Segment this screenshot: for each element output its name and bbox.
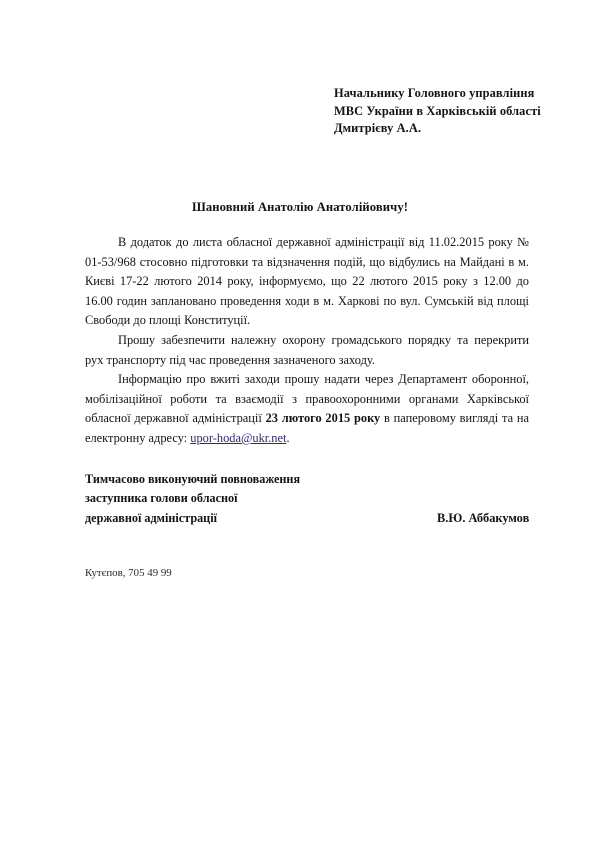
paragraph-1-part-2: № 01-53/968 стосовно підготовки та відзначення подій, що відбулись на Майдані в м. Києві 17-22 лютого 2014 року, інформуємо, що 22 лютого 2015 року з 12.00 до 16.00 годин заплановано проведення ходи в м. Харкові по вул. Сумській від площі Свободи до площі Конституції. [85, 235, 530, 328]
addressee-line-1: Начальнику Головного управління [334, 86, 535, 100]
paragraph-1-part-1: В додаток до листа обласної державної адміністрації від [118, 235, 429, 249]
paragraph-1-date-reference: 11.02.2015 року [428, 235, 513, 249]
email-link[interactable]: upor-hoda@ukr.net [190, 430, 287, 445]
signature-title-line-2: заступника голови обласної [85, 491, 238, 506]
addressee-line-2: МВС України в Харківській області [334, 103, 541, 118]
addressee-line-3: Дмитрієву А.А. [334, 121, 422, 135]
paragraph-3-part-3: . [286, 430, 290, 445]
paragraph-3-part-2: в паперовому вигляді та на електронну адресу: [85, 411, 529, 445]
paragraph-3-part-1: Інформацію про вжиті заходи прошу надати через Департамент оборонної, мобілізаційної роботи та взаємодії з правоохоронними органами Харківської обласної державної адміністрації [85, 372, 529, 426]
document-body [85, 233, 529, 449]
signatory-name: В.Ю. Аббакумов [437, 510, 530, 525]
salutation: Шановний Анатолію Анатолійовичу! [191, 200, 409, 214]
addressee-block [334, 85, 584, 138]
signature-block [85, 470, 529, 528]
signature-title-line-3: державної адміністрації [85, 510, 217, 525]
body-paragraph-1 [85, 233, 529, 331]
body-paragraph-3 [85, 370, 529, 448]
signature-title [85, 470, 529, 528]
body-paragraph-2: Прошу забезпечити належну охорону громадського порядку та перекрити рух транспорту під час проведення зазначеного заходу. [85, 332, 529, 367]
paragraph-3-deadline: 23 лютого 2015 року [265, 411, 381, 426]
signature-title-line-1: Тимчасово виконуючий повноваження [85, 472, 301, 486]
footer-contact: Кутєпов, 705 49 99 [85, 567, 172, 579]
